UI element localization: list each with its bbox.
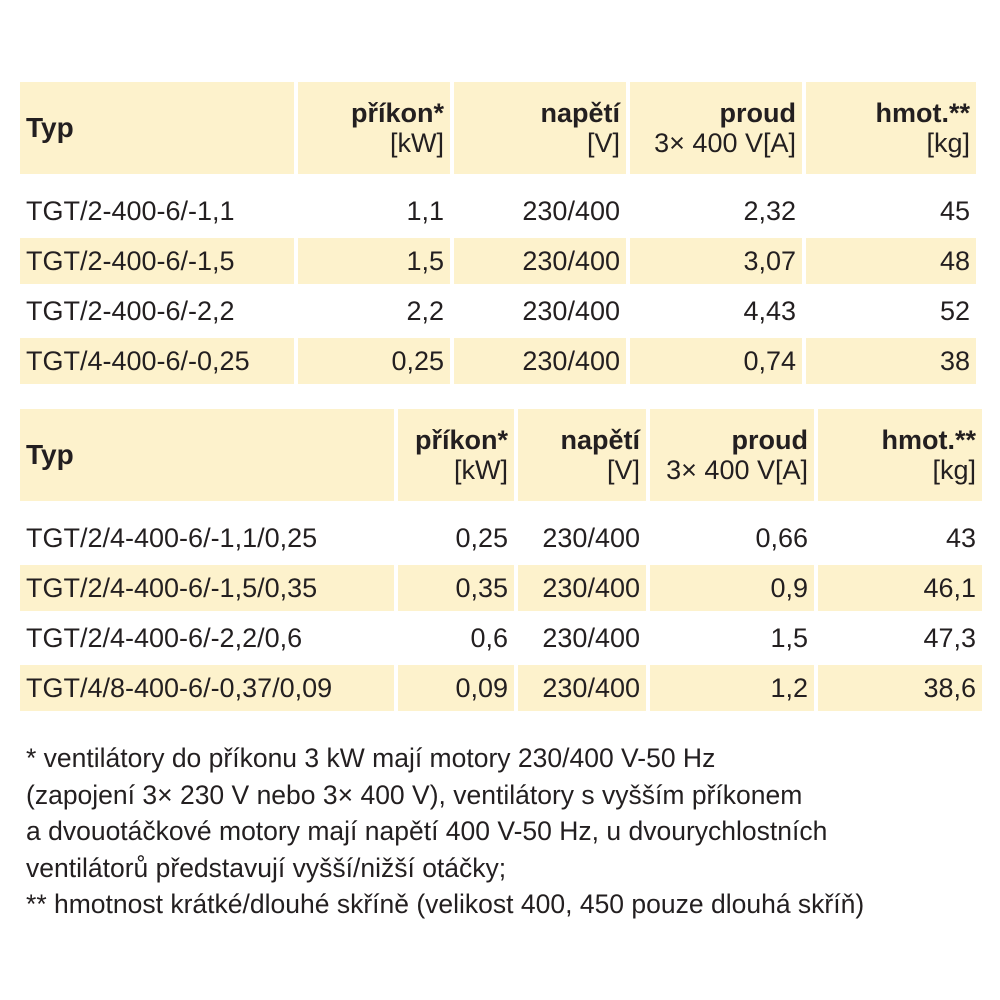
- header-proud-unit: 3× 400 V[A]: [654, 128, 796, 158]
- cell-prikon: 0,25: [298, 338, 450, 384]
- cell-hmot: 45: [939, 195, 970, 226]
- cell-typ: TGT/2-400-6/-2,2: [26, 295, 235, 326]
- header-proud: [630, 82, 802, 174]
- header-prikon-name: příkon*: [414, 424, 508, 455]
- header-hmot-unit: [kg]: [932, 455, 976, 485]
- cell-hmot: 38: [806, 338, 976, 384]
- header-hmot-unit: [kg]: [926, 128, 970, 158]
- cell-proud: 0,9: [650, 565, 814, 611]
- cell-proud: 2,32: [743, 195, 796, 226]
- header-napeti-name: napětí: [540, 97, 620, 128]
- cell-typ: TGT/4-400-6/-0,25: [20, 338, 294, 384]
- cell-napeti: 230/400: [542, 522, 640, 553]
- header-napeti: [518, 409, 646, 501]
- footnote-line: a dvouotáčkové motory mají napětí 400 V-50 Hz, u dvourychlostních: [26, 816, 828, 847]
- header-typ: Typ: [20, 409, 394, 501]
- cell-typ: TGT/2-400-6/-1,5: [20, 238, 294, 284]
- header-proud-unit: 3× 400 V[A]: [666, 455, 808, 485]
- footnote-line: ** hmotnost krátké/dlouhé skříně (velikost 400, 450 pouze dlouhá skříň): [26, 889, 865, 920]
- cell-prikon: 0,09: [398, 665, 514, 711]
- cell-typ: TGT/2/4-400-6/-1,1/0,25: [26, 522, 318, 553]
- header-typ: Typ: [20, 82, 294, 174]
- header-prikon-unit: [kW]: [454, 455, 508, 485]
- cell-napeti: 230/400: [518, 665, 646, 711]
- cell-prikon: 2,2: [406, 295, 444, 326]
- header-hmot-name: hmot.**: [881, 424, 976, 455]
- cell-napeti: 230/400: [518, 565, 646, 611]
- cell-hmot: 52: [939, 295, 970, 326]
- footnote-line: ventilátorů představují vyšší/nižší otáčky;: [26, 852, 507, 883]
- cell-typ: TGT/4/8-400-6/-0,37/0,09: [20, 665, 394, 711]
- cell-typ: TGT/2-400-6/-1,1: [26, 195, 235, 226]
- cell-hmot: 47,3: [923, 622, 976, 653]
- header-hmot-name: hmot.**: [875, 97, 970, 128]
- cell-hmot: 48: [806, 238, 976, 284]
- table-row: [20, 338, 976, 384]
- cell-prikon: 0,25: [455, 522, 508, 553]
- header-prikon: [398, 409, 514, 501]
- header-prikon-name: příkon*: [350, 97, 444, 128]
- cell-hmot: 46,1: [818, 565, 982, 611]
- table-row: [20, 615, 982, 661]
- table-row: [20, 178, 976, 234]
- cell-proud: 0,74: [630, 338, 802, 384]
- cell-napeti: 230/400: [522, 295, 620, 326]
- header-napeti-name: napětí: [560, 424, 640, 455]
- cell-proud: 4,43: [743, 295, 796, 326]
- cell-prikon: 0,6: [470, 622, 508, 653]
- footnote-line: (zapojení 3× 230 V nebo 3× 400 V), ventilátory s vyšším příkonem: [26, 779, 803, 810]
- cell-napeti: 230/400: [522, 195, 620, 226]
- header-hmot: [818, 409, 982, 501]
- header-proud-name: proud: [719, 97, 796, 128]
- cell-napeti: 230/400: [454, 338, 626, 384]
- table-row: [20, 505, 982, 561]
- header-proud: [650, 409, 814, 501]
- table-row: [20, 665, 982, 711]
- table-header-row: [20, 409, 982, 501]
- footnote-line: * ventilátory do příkonu 3 kW mají motory 230/400 V-50 Hz: [26, 743, 716, 773]
- header-prikon: [298, 82, 450, 174]
- header-hmot: [806, 82, 976, 174]
- cell-hmot: 43: [945, 522, 976, 553]
- cell-typ: TGT/2/4-400-6/-1,5/0,35: [20, 565, 394, 611]
- header-prikon-unit: [kW]: [390, 128, 444, 158]
- table-row: [20, 288, 976, 334]
- table-row: [20, 565, 982, 611]
- cell-prikon: 0,35: [398, 565, 514, 611]
- header-napeti-unit: [V]: [586, 128, 620, 158]
- cell-proud: 1,2: [650, 665, 814, 711]
- cell-proud: 0,66: [755, 522, 808, 553]
- table-header-row: [20, 82, 976, 174]
- cell-typ: TGT/2/4-400-6/-2,2/0,6: [26, 622, 303, 653]
- header-proud-name: proud: [731, 424, 808, 455]
- cell-prikon: 1,1: [406, 195, 444, 226]
- table-row: [20, 238, 976, 284]
- header-napeti-unit: [V]: [606, 455, 640, 485]
- footnotes: [26, 740, 996, 923]
- cell-prikon: 1,5: [298, 238, 450, 284]
- header-napeti: [454, 82, 626, 174]
- cell-napeti: 230/400: [454, 238, 626, 284]
- spec-table-2: [16, 405, 986, 715]
- cell-hmot: 38,6: [818, 665, 982, 711]
- cell-napeti: 230/400: [542, 622, 640, 653]
- spec-table-1: [16, 78, 980, 388]
- cell-proud: 1,5: [770, 622, 808, 653]
- cell-proud: 3,07: [630, 238, 802, 284]
